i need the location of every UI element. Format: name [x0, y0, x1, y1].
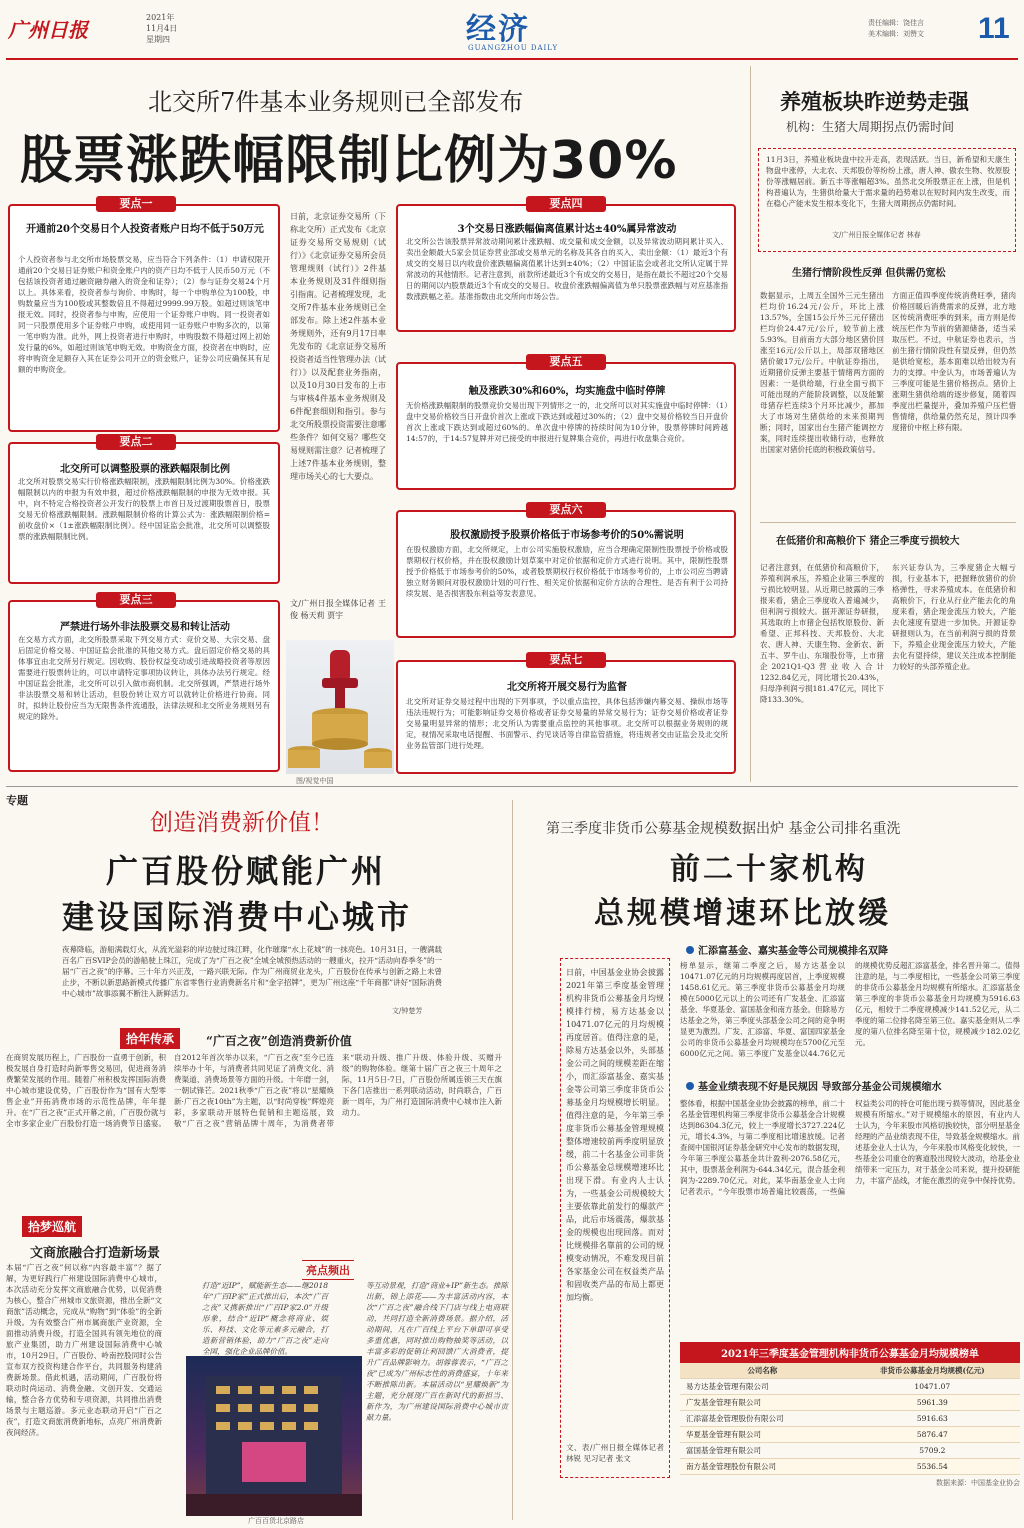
editor-credits: 责任编辑：饶佳言 美术编辑：刘赞文 [868, 19, 924, 38]
sidebar-section-2-title: 在低猪价和高粮价下 猪企三季度亏损较大 [776, 536, 960, 547]
table-header-company: 公司名称 [680, 1363, 845, 1379]
highlights-column [166, 1260, 510, 1528]
table-source: 数据来源：中国基金业协会 [936, 1479, 1020, 1487]
table-cell-value: 5876.47 [845, 1427, 1020, 1443]
highlights-col-2: 等互动景观，打造“商业+IP”新生态。推陈出新，锦上添花——为丰富活动内容，本次“广百之夜”融合线下门店与线上电商联动，共同打造全新消费场景。据介绍，活动期间，凡在广百线上平台下单即可享受多重优惠，同时推出购物抽奖等活动，以丰富多彩的促销让利回馈广大消费者，提升广百品牌影响力。胡蓉蓉表示，“广百之夜”已成为广州标志性的消费盛宴，十年来不断推陈出新。本届活动以“星耀焕新”为主题，充分展现广百在新时代的新担当、新作为，为广州建设国际消费中心城市贡献力量。 [366, 1281, 508, 1422]
top-story-byline: 文/广州日报全媒体记者 王俊 杨天莉 贾宇 [290, 599, 386, 620]
feature-headline-2: 建设国际消费中心城市 [62, 898, 413, 936]
sidebar-section-1-col1: 数据显示，上周五全国外三元生猪出栏均价16.24元/公斤，环比上涨13.57%，全国15公斤外三元仔猪出栏均价24.47元/公斤，较节前上涨5.93%。目前南方大部分地区猪价回涨至16元/公斤以上，局部双猪地区猪价破17元/公斤。中航证券指出，近期猪价反弹主要基于情绪两方面的因素：一是供给端，行业全面亏损下可能出现的产能阶段调整，以及能繁母猪存栏连续3个月环比减少，都加大了市场对生猪供给的未来预期判断；同时，国家出台生猪产能调控方案，同时连续提出收储行动，也释放出国家对猪价托底的积极政策信号。 [760, 291, 884, 454]
table-row [680, 1459, 1020, 1475]
table-header-scale: 非货币公募基金月均规模(亿元) [845, 1363, 1020, 1379]
page-number: 11 [978, 12, 1010, 45]
point-6-body: 在股权激励方面，北交所规定，上市公司实施股权激励，应当合理确定限制性股票授予价格或股票期权行权价格，并在股权激励计划草案中对定价依据和定价方式进行说明。其中，限制性股票授予价格低于市场参考价的50%，或者股票期权行权价格低于市场参考价的，上市公司应当聘请独立财务顾问对股权激励计划的可行性、相关定价依据和定价方法的合理性、是否有利于公司持续发展、是否损害股东利益等发表意见。 [406, 545, 728, 598]
sub2-body: 本届“广百之夜”何以称“内容最丰富”？据了解，为更好践行广州建设国际消费中心城市，本次活动充分发挥文商旅融合优势，以促消费为核心，整合广州城市文旅资源，推出全新“文商旅”活动概念，完成从“购物”到“体验”的全新升级。为有效整合广州市属商旅产业资源，全面推动消费升级，打造全国具有领先地位的商旅产业集团，助力广州建设国际消费中心城市，10月29日，广百股份、岭南控股同时公告宣布双方投资构建合作平台，共同服务构建消费新场景。借此机遇，活动期间，广百股份将联动时尚运动、消费金融、文创开发、交通运输，整合各方优势和专项资源，共同推出消费场景与主题巡游。多元业态联动开启“广百之夜”，打造文商旅消费新地标，点亮广州消费新夜间经济。 [6, 1263, 162, 1437]
top-story-lead: 日前，北京证券交易所（下称北交所）正式发布《北京证券交易所交易规则（试行）》《北京证券交易所会员管理规则（试行）》2件基本业务规则及31件细则指引指南。记者梳理发现，北交所7件基本业务规则已全部发布。除上述2件基本业务规则外，还有9月17日率先发布的《北京证券交易所投资者适当性管理办法（试行）》以及配套业务指南，以及10月30日发布的上市与审核4件基本业务规则及6件配套细则和指引。参与北交所股票投资需要注意哪些条件？如何交易？哪些交易规则需注意？记者梳理了上述7件基本业务规则，整理市场关心的七大要点。 [290, 212, 386, 481]
table-cell-company: 易方达基金管理有限公司 [680, 1379, 845, 1395]
sidebar-section-1-col2: 方面正值四季度传统消费旺季，猪肉价格回暖后消费需求的反弹，北方地区传统消费旺季的到来，南方则是传统压栏作为节前的猪源储备，适当采取压栏。不过，中航证券也表示，当前生猪行情阶段性有望反弹，但仍然是供给宽松，基本面难以给出较为有力的支撑。中金认为，市场普遍认为三季度可能是生猪价格拐点。猪价上涨期生猪供给端的逐步修复，随着四季度出栏量提升，叠加养殖户压栏惜售情绪，供给量仍然充足，预计四季度猪价中枢上移有限。 [892, 291, 1016, 432]
point-7-tag: 要点七 [526, 652, 606, 668]
fund-sec2-bullet-icon [686, 1082, 694, 1090]
point-3-body: 在交易方式方面，北交所股票采取下列交易方式：竞价交易、大宗交易、盘后固定价格交易、中国证监会批准的其他交易方式。盘后固定价格交易的具体事宜由北交所另行规定。因收购、股份权益变动或引进战略投资者等原因需要进行股票转让的，可以申请特定事项协议转让，具体办法另行规定。经中国证监会批准，北交所可以引入做市商机制。北交所强调，严禁进行场外非法股票交易和转让活动，但股份转让双方可以就转让价格进行协商。同时，拟转让股份应当为无限售条件流通股，法律法规和北交所业务规则另有规定的除外。 [18, 635, 270, 721]
table-cell-value: 10471.07 [845, 1379, 1020, 1395]
sidebar-lead: 11月3日，养殖业板块盘中拉升走高，表现活跃。当日，新希望和天康生物盘中涨停，大北农、天邦股份等纷纷上涨，唐人神、傲农生物、牧原股份等涨幅居前。新五丰等涨幅超3%。虽然北交所股票正在上涨，但是机构普遍认为，生猪供给量大于需求量的趋势难以在短时间内发生改变，而在稳心产能未发生根本变化下，生猪大周期拐点仍需时间。 [766, 155, 1010, 208]
table-row [680, 1427, 1020, 1443]
highlights-col-1: 打造“近IP”，赋能新生态——继2018年“广百IP家”正式推出后，本次“广百之夜”又携新推出“广百IP家2.0”升级形象，结合“近IP”概念将商业、娱乐、科技、文化等元素多元融合，打造新营销体验，助力“广百之夜”走向全国，强化企业品牌价值。 [202, 1281, 328, 1356]
point-7-headline: 北交所将开展交易行为监督 [507, 682, 627, 693]
feature-lead: 夜幕降临，游船满载灯火，从流光溢彩的岸边驶过珠江畔，化作璀璨“水上花城”的一抹亮色。10月31日，一艘满载百名广百SVIP会员的游船驶上珠江，完成了为“广百之夜”全城全城预热活动的一艘重火，拉开“活动向春季冬”的一届“广百之夜”的序幕。三十年方兴正茂，一路兴联无际。作为广州商贸业龙头，广百股份在传承与创新之路上未曾止步，不断以新思路新模式传播广东省零售行业消费新名片和“金字招牌”，更为广州这座“千年商都”讲好“国际消费中心城市”故事添翼不断注入新鲜活力。 [62, 945, 442, 998]
fund-sec1-bullet-icon [686, 946, 694, 954]
fund-story [516, 788, 1024, 1528]
fund-section-1-body: 榜单显示，继第二季度之后，易方达基金以10471.07亿元的月均规模再度居首，上季度规模1458.61亿元。第三季度非货币公募基金月均规模在5000亿元以上的公司还有广发基金、汇添富基金、华夏基金、富国基金和南方基金。但除易方达基金之外，第三季度头部基金公司之间的竞争明显更为激烈。广发、汇添富、华夏、富国四家基金公司的非货币公募基金月均规模均在5700亿元至6000亿元之间。第三季度广发基金以44.76亿元的规模优势反超汇添富基金，排名晋升第二。值得注意的是，与二季度相比，一些基金公司第三季度的非货币公募基金月均规模有所缩水。汇添富基金第三季度的非货币公募基金月均规模为5916.63亿元，相较于二季度规模减少141.52亿元，从二季度的第二位排名降至第三位。嘉实基金则从二季度的第八位排名降至第十位，规模减少182.02亿元。 [680, 961, 1020, 1058]
point-3-headline: 严禁进行场外非法股票交易和转让活动 [60, 622, 230, 633]
point-2-body: 北交所对股票交易实行价格涨跌幅限制，涨跌幅限制比例为30%。价格涨跌幅限制以内的申报为有效申报，超过价格涨跌幅限制的申报为无效申报。其中，向不特定合格投资者公开发行的股票上市首日及过渡期股票首日，股票交易无价格涨跌幅限制。涨跌幅限制价格的计算公式为：涨跌幅限制价格=前收盘价×（1±涨跌幅限制比例）。经中国证监会批准，北交所可以调整股票的涨跌幅限制比例。 [18, 477, 270, 541]
point-5-body: 无价格涨跌幅限制的股票竞价交易出现下列情形之一的，北交所可以对其实施盘中临时停牌：（1）盘中交易价格较当日开盘价首次上涨或下跌达到或超过30%的；（2）盘中交易价格较当日开盘价首次上涨或下跌达到或超过60%的。单次盘中停牌的持续时间为10分钟，股票停牌时间跨越14:57的，于14:57复牌并对已接受的申报进行复牌集合竞价，再进行收盘集合竞价。 [406, 401, 728, 443]
fund-lead-byline: 文、表/广州日报全媒体记者 林锐 见习记者 张文 [566, 1443, 664, 1463]
sub2-tag: 拾梦巡航 [22, 1216, 82, 1237]
mid-rule [6, 786, 1018, 787]
point-5-tag: 要点五 [526, 354, 606, 370]
newspaper-logo: 广州日报 [8, 18, 88, 42]
bottom-divider [512, 800, 513, 1520]
sidebar-rule [760, 522, 1016, 523]
top-story [0, 60, 746, 784]
photo-credit: 图/视觉中国 [296, 777, 334, 785]
point-6-headline: 股权激励授予股票价格低于市场参考价的50%需说明 [450, 530, 684, 541]
table-title: 2021年三季度基金管理机构非货币公募基金月均规模榜单 [680, 1342, 1020, 1363]
point-4-tag: 要点四 [526, 196, 606, 212]
point-6-tag: 要点六 [526, 502, 606, 518]
sub1-tag: 拾年传承 [120, 1028, 180, 1049]
table-row [680, 1395, 1020, 1411]
highlights-tag: 亮点频出 [302, 1260, 354, 1280]
point-7-body: 北交所对证券交易过程中出现的下列事项，予以重点监控，具体包括涉嫌内幕交易、操纵市场等违法违规行为；可能影响证券交易价格或者证券交易量的异常交易行为；证券交易价格或者证券交易量明显异常的情形；北交所认为需要重点监控的其他事项。北交所可以根据业务规则的规定，视情况采取电话提醒、书面警示、约见谈话等自律监管措施，将违规者交由证监会及北交所业务监管部门进行处理。 [406, 697, 728, 750]
fund-lead: 日前，中国基金业协会披露2021年第三季度基金管理机构非货币公募基金月均规模排行榜，易方达基金以10471.07亿元的月均规模再度居首。值得注意的是，除易方达基金以外，头部基金公司之间的规模差距在缩小，而汇添富基金、嘉实基金等公司第三季度非货币公募基金月均规模增长明显。值得注意的是，今年第三季度非货币公募基金管理规模整体增速较前两季度明显放缓，前二十名基金公司非货币公募基金总规模增速环比出现下滑。有业内人士认为，一些基金公司规模较大主要依靠此前发行的爆款产品，此后市场震荡，爆款基金的规模也出现回落。而对比规模排名靠前的公司的规模变动情况，不难发现目前各家基金公司在权益类产品和固收类产品的布局上都更加均衡。 [566, 968, 664, 1302]
top-story-kicker: 北交所7件基本业务规则已全部发布 [148, 88, 524, 116]
table-cell-value: 5916.63 [845, 1411, 1020, 1427]
feature-headline-1: 广百股份赋能广州 [106, 852, 387, 890]
masthead [0, 0, 1024, 58]
sidebar-story [756, 62, 1018, 784]
column-divider [750, 66, 751, 782]
point-3-tag: 要点三 [96, 592, 176, 608]
table-cell-company: 南方基金管理股份有限公司 [680, 1459, 845, 1475]
sidebar-subhead: 机构：生猪大周期拐点仍需时间 [786, 120, 955, 134]
point-2-tag: 要点二 [96, 434, 176, 450]
table-cell-company: 广发基金管理有限公司 [680, 1395, 845, 1411]
section-subtitle: GUANGZHOU DAILY [468, 44, 559, 52]
ranking-table [680, 1363, 1020, 1475]
fund-headline-1: 前二十家机构 [670, 852, 868, 887]
table-cell-company: 华夏基金管理有限公司 [680, 1427, 845, 1443]
fund-section-2-title: 基金业绩表现不好是民规因 导致部分基金公司规模缩水 [698, 1082, 942, 1093]
top-story-headline: 股票涨跌幅限制比例为30% [20, 131, 678, 191]
feature-tag: 专题 [6, 794, 28, 807]
coin-stack-photo [286, 640, 394, 774]
feature-lead-byline: 文/钟楚芳 [392, 1007, 423, 1015]
table-cell-company: 汇添富基金管理股份有限公司 [680, 1411, 845, 1427]
sub1-body: 在商贸发展历程上，广百股份一直勇于创新，积极发展自身打造时尚新零售交易回，促进商务消费繁荣发展的作用。随着广州积极发挥国际消费中心城市建设优势，广百股份作为“国有大型零售企业”开拓消费市场的示范性品牌，年年提升。在“广百之夜”正式开幕之前，广百股份就与全市多家企业广百股份打造一场消费节日盛宴。自2012年首次举办以来，“广百之夜”至今已连续举办十年，与消费者共同见证了消费文化、消费渠道、消费场景等方面的升级。十年磨一剑，一朝试锋芒。2021秋季“广百之夜”将以“星耀焕新·广百之夜10th”为主题，以“时尚穿梭”辉煌亮彩，多家联动开展特色促销和主题巡展，致敬“广百之夜”营销品牌十周年，为消费者带来“联动升级、推广升级、体验升级、买赠升级”的购物体验。继第十届广百之夜三十周年之际，11月5日-7日，广百股份所属连锁三天在旗下各门店推出一系列联动活动，时尚联合，广百新一周年，为广州打造国际消费中心城市注入新动力。 [6, 1053, 502, 1128]
point-1-headline: 开通前20个交易日个人投资者账户日均不低于50万元 [26, 224, 264, 235]
table-cell-value: 5709.2 [845, 1443, 1020, 1459]
sidebar-lead-byline: 文/广州日报全媒体记者 林春 [832, 231, 921, 239]
point-1-body: 个人投资者参与北交所市场股票交易，应当符合下列条件：（1）申请权限开通前20个交易日证券账户和资金账户内的资产日均不低于人民币50万元（不包括该投资者通过融资融券融入的资金和证券）；（2）参与证券交易24个月以上。具体来看，投资者参与询价、申购时，每一个申购单位为100股，申购数量应当为100股或其整数倍且不得超过9999.99万股。如超过则该笔申报无效。同时，投资者参与申购，应使用一个证券账户申购。同一投资者如同一只股票使用多个证券账户申购，或使用同一证券账户申购多次的，以第一笔申购为准。此外，网上投资者进行申购时，申购股数不得超过网上初始发行量的6%，如超过则该笔申购无效。申购资金方面，投资者在申购时，应将申购资金足额存入其在证券公司开立的资金账户，证券公司应确保其有足额的申购资金。 [18, 255, 270, 374]
sidebar-section-2-col2: 东兴证券认为，三季度猪企大幅亏损，行业基本下，把握释放猪价的价格弹性，寻求养殖成本。在低猪价和高粮价下，行业从行业产能去化的角度来看，猪企现金流压力较大，产能去化速度有望进一步加快。开源证券研报则认为，在当前利润亏损的背景下，养殖企业现金流压力较大，产能去化有望持续，建议关注成本控制能力较好的头部养殖企业。 [892, 563, 1016, 671]
sidebar-section-1-title: 生猪行情阶段性反弹 但供需仍宽松 [792, 268, 946, 279]
sub2-title: 文商旅融合打造新场景 [30, 1246, 161, 1261]
table-cell-value: 5536.54 [845, 1459, 1020, 1475]
point-5-headline: 触及涨跌30%和60%，均实施盘中临时停牌 [468, 386, 666, 397]
pushpin-coins-illustration [286, 640, 394, 774]
issue-date: 2021年 11月4日 星期四 [146, 13, 178, 44]
sub1-title: “广百之夜”创造消费新价值 [206, 1034, 352, 1048]
point-4-body: 北交所公告该股票异常波动期间累计涨跌幅、成交量和成交金额，以及异常波动期间累计买入、卖出金额最大5家会员证券营业部或交易单元的名称及其各自的买入、卖出金额：（1）最近3个有成交的交易日以内收盘价涨跌幅偏离值累计达到±40%；（2）中国证监会或者北交所认定属于异常波动的其他情形。记者注意到，前款所述最近3个有成交的交易日，是指在最长不超过20个交易日的期间以内股票最近3个有成交的交易日。收盘价涨跌幅偏离值为单只股票涨跌幅与对应基准指数涨跌幅之差。基准指数由北交所向市场公告。 [406, 237, 728, 301]
table-row [680, 1411, 1020, 1427]
fund-kicker: 第三季度非货币公募基金规模数据出炉 基金公司排名重洗 [546, 821, 901, 837]
fund-section-2-body: 整体看，根据中国基金业协会披露的榜单，前二十名基金管理机构第三季度非货币公募基金合计规模达到86304.3亿元，较上一季度增长3727.224亿元，增长4.3%，与第二季度相比增速放缓。记者查阅中国银河证券基金研究中心发布的数据发现，今年第三季度公募基金共计盈利-2076.58亿元，其中，股票基金利润为-644.34亿元，混合基金利润为-2289.70亿元。对此，某华南基金业人士向记者表示，“今年股票市场普遍比较震荡，一些偏权益类公司的持仓可能出现亏损等情况，因此基金规模有所缩水。”对于规模缩水的原因，有业内人士认为，今年来股市风格切换较快，部分明星基金经理的产品业绩表现不佳，导致基金规模缩水。前述基金业人士认为，今年来股市风格变化较快，一些基金公司重仓的赛道股出现较大波动，给基金业绩带来一定压力，对于基金公司来说，提升投研能力，丰富产品线，才能在激烈的竞争中保持优势。 [680, 1099, 1020, 1196]
sidebar-section-2-col1: 记者注意到，在低猪价和高粮价下，养殖利润承压，养殖企业第三季度的亏损比较明显。从近期已披露的三季报来看，猪企三季度收入普遍减少，但利润亏损较大。据开源证券研报，其选取的上市猪企包括牧原股份、新希望、正邦科技、天邦股份、大北农、唐人神、天康生物、金新农、新五丰、罗牛山、东瑞股份等，上市猪企2021Q1-Q3营业收入合计1232.84亿元，同比增长20.43%，归母净利润亏损181.47亿元，同比下降133.30%。 [760, 563, 884, 704]
table-row [680, 1443, 1020, 1459]
table-cell-company: 富国基金管理有限公司 [680, 1443, 845, 1459]
point-4-headline: 3个交易日涨跌幅偏离值累计达±40%属异常波动 [457, 224, 677, 235]
sidebar-headline: 养殖板块昨逆势走强 [780, 89, 969, 114]
section-title: 经济 [466, 12, 530, 47]
fund-headline-2: 总规模增速环比放缓 [594, 896, 891, 931]
table-row [680, 1379, 1020, 1395]
store-photo-caption: 广百百货北京路店 [248, 1517, 304, 1525]
point-1-tag: 要点一 [96, 196, 176, 212]
point-2-headline: 北交所可以调整股票的涨跌幅限制比例 [60, 464, 230, 475]
feature-kicker: 创造消费新价值！ [150, 810, 334, 836]
fund-section-1-title: 汇添富基金、嘉实基金等公司规模排名双降 [698, 946, 888, 957]
fund-ranking-table [680, 1342, 1020, 1488]
table-cell-value: 5961.39 [845, 1395, 1020, 1411]
